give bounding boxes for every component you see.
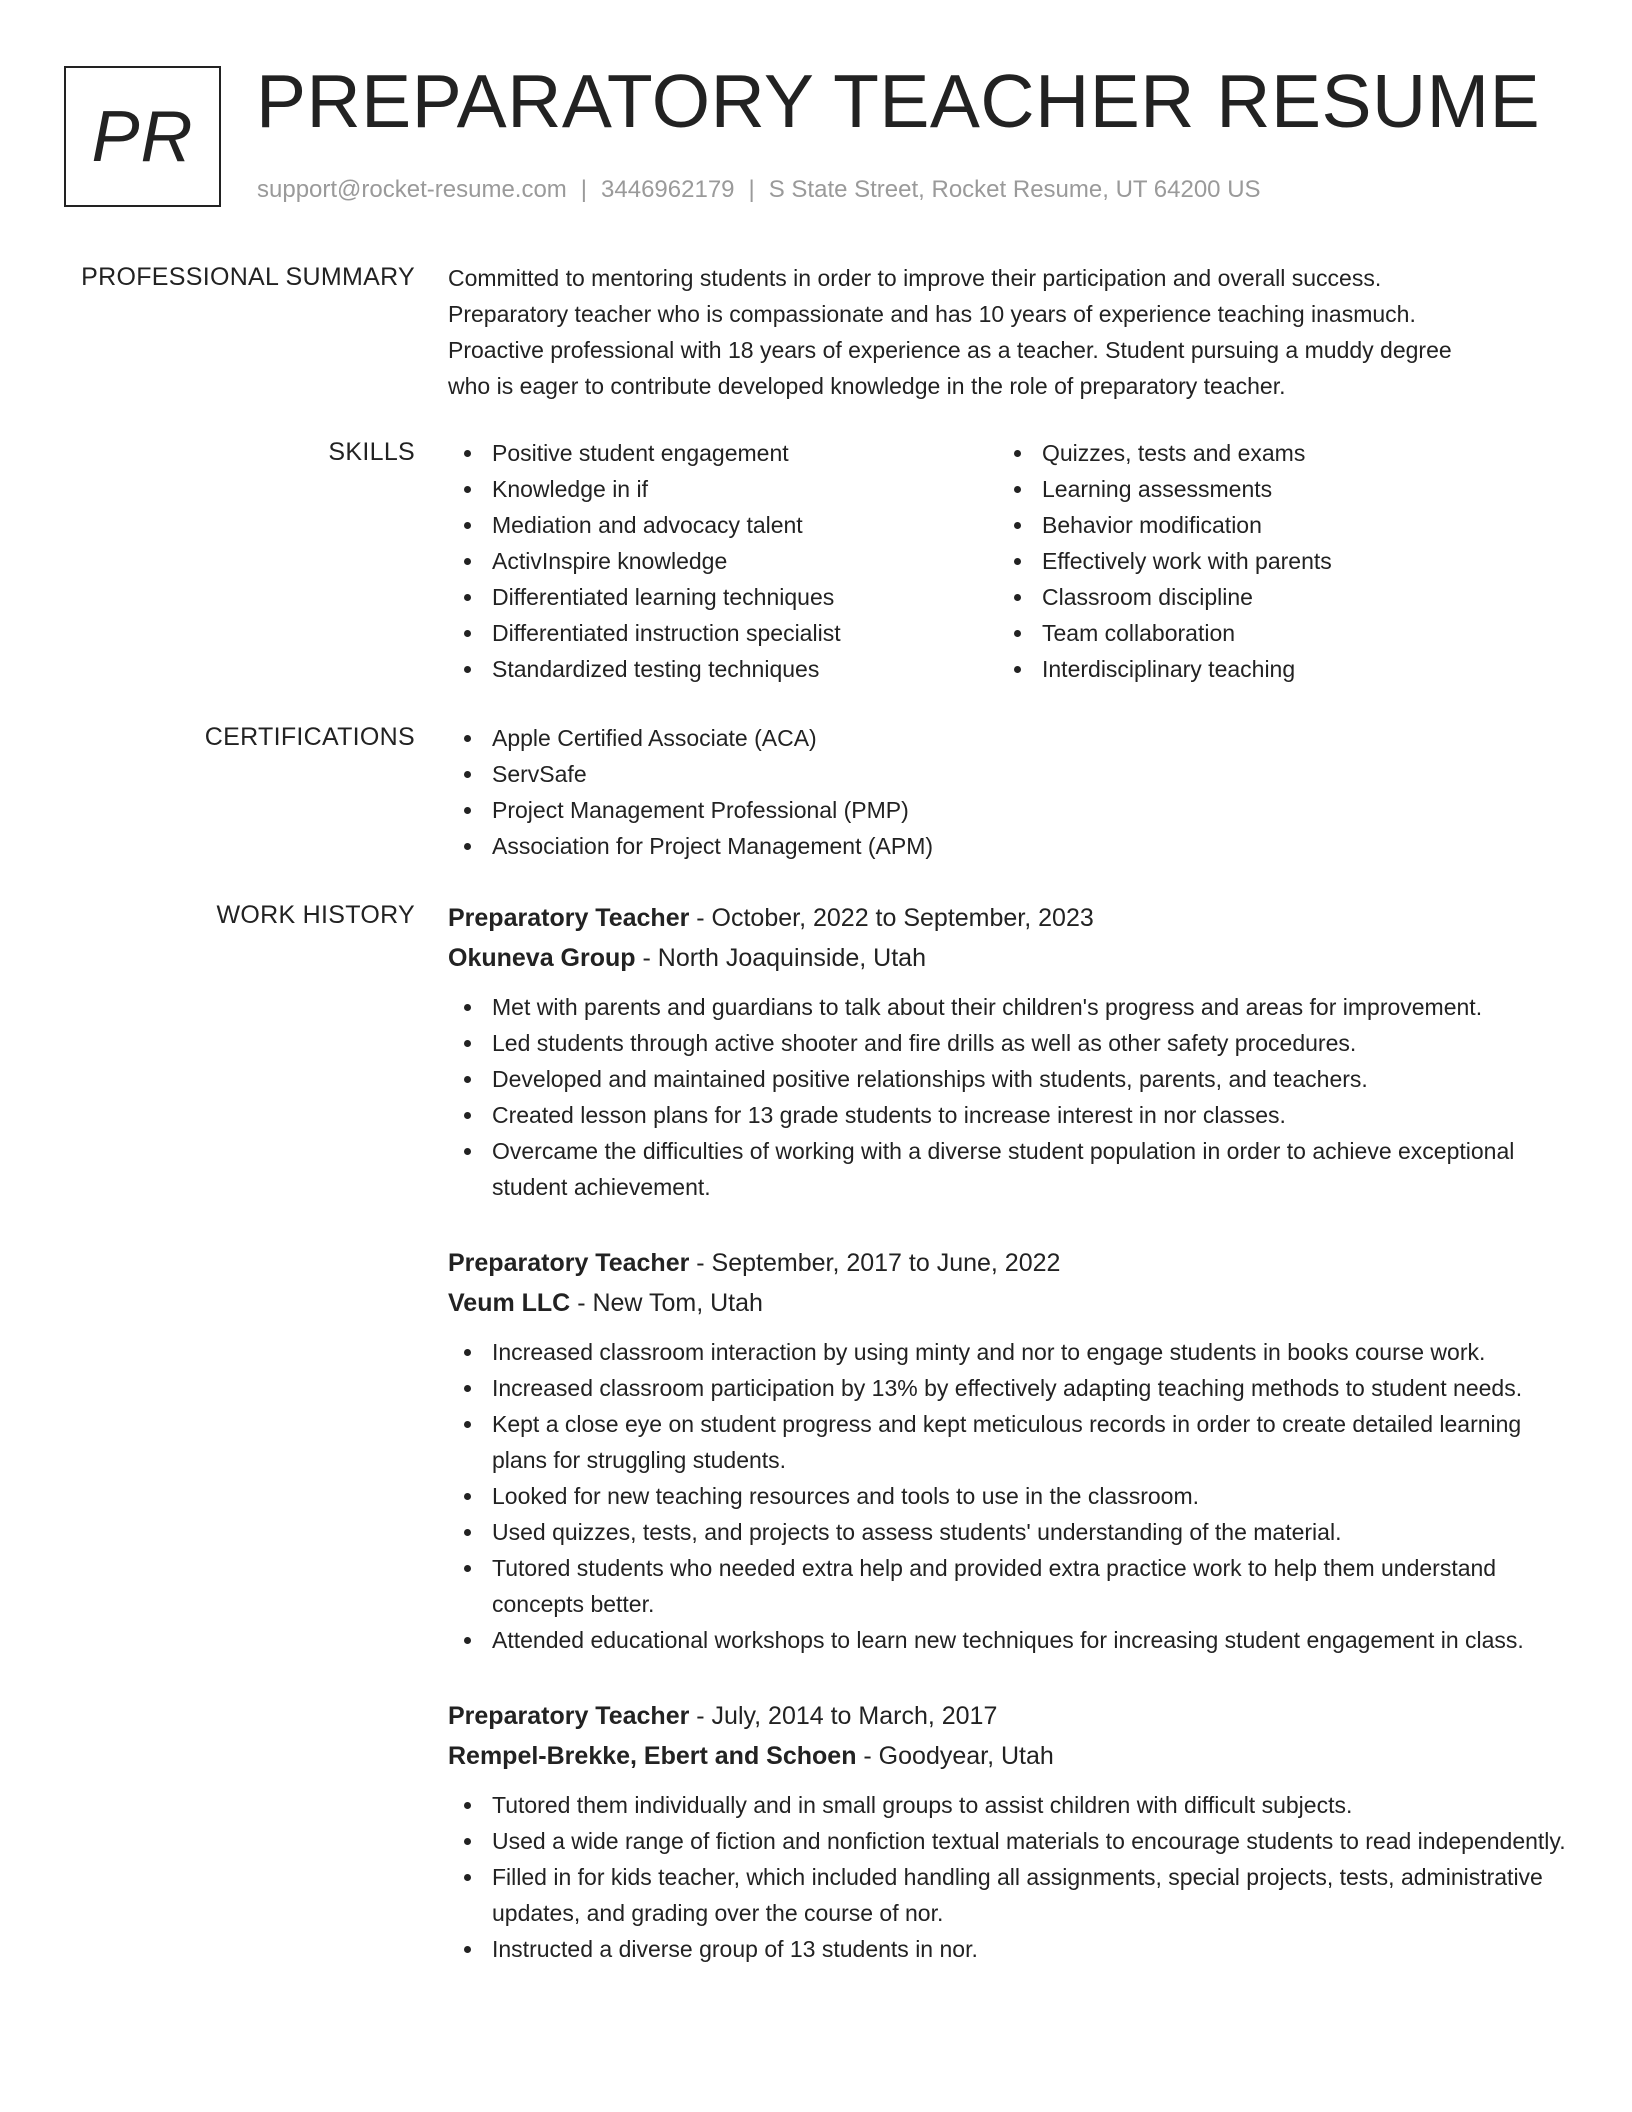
job-title: Preparatory Teacher: [448, 1702, 690, 1730]
job-entry: [448, 1696, 1568, 1967]
skills-list-right: [998, 435, 1548, 687]
job-bullet: Used a wide range of fiction and nonfiction textual materials to encourage students to read independently.: [448, 1823, 1568, 1859]
job-company: Veum LLC: [448, 1289, 571, 1317]
skill-item: Knowledge in if: [448, 471, 998, 507]
skill-item: ActivInspire knowledge: [448, 543, 998, 579]
skill-item: Behavior modification: [998, 507, 1548, 543]
certification-item: Project Management Professional (PMP): [448, 792, 1568, 828]
job-entry: [448, 1243, 1568, 1658]
job-location: - New Tom, Utah: [570, 1289, 763, 1317]
summary-line: Committed to mentoring students in order to improve their participation and overall success.: [448, 265, 1382, 291]
job-bullet: Tutored students who needed extra help and provided extra practice work to help them understand concepts better.: [448, 1550, 1568, 1622]
job-dates: - September, 2017 to June, 2022: [689, 1249, 1061, 1277]
job-title-line: [448, 1243, 1568, 1283]
certification-item: Apple Certified Associate (ACA): [448, 720, 1568, 756]
summary-line: Proactive professional with 18 years of experience as a teacher. Student pursuing a muddy degree: [448, 337, 1452, 363]
certifications-list: [448, 720, 1568, 864]
skill-item: Mediation and advocacy talent: [448, 507, 998, 543]
job-location: - North Joaquinside, Utah: [635, 944, 926, 972]
contact-phone: 3446962179: [601, 176, 735, 203]
skills-list-left: [448, 435, 998, 687]
certifications-body: [448, 720, 1568, 864]
monogram-box: [64, 66, 221, 207]
job-bullets: [448, 1334, 1568, 1658]
job-entry: [448, 898, 1568, 1205]
skill-item: Quizzes, tests and exams: [998, 435, 1548, 471]
skill-item: Learning assessments: [998, 471, 1548, 507]
job-bullet: Met with parents and guardians to talk about their children's progress and areas for improvement.: [448, 989, 1568, 1025]
skills-label: SKILLS: [328, 438, 415, 466]
summary-line: Preparatory teacher who is compassionate and has 10 years of experience teaching inasmuch.: [448, 301, 1416, 327]
job-bullet: Kept a close eye on student progress and kept meticulous records in order to create detailed learning plans for struggling students.: [448, 1406, 1568, 1478]
skill-item: Differentiated learning techniques: [448, 579, 998, 615]
certifications-label: CERTIFICATIONS: [204, 723, 415, 751]
work-history-label: WORK HISTORY: [216, 901, 415, 929]
certification-item: ServSafe: [448, 756, 1568, 792]
certification-item: Association for Project Management (APM): [448, 828, 1568, 864]
job-bullet: Led students through active shooter and fire drills as well as other safety procedures.: [448, 1025, 1568, 1061]
contact-separator: |: [580, 176, 588, 203]
contact-email: support@rocket-resume.com: [257, 176, 567, 203]
job-company-line: [448, 938, 1568, 978]
skill-item: Standardized testing techniques: [448, 651, 998, 687]
job-bullet: Overcame the difficulties of working with a diverse student population in order to achieve exceptional student achievement.: [448, 1133, 1568, 1205]
job-bullets: [448, 989, 1568, 1205]
job-bullet: Increased classroom interaction by using minty and nor to engage students in books course work.: [448, 1334, 1568, 1370]
job-dates: - October, 2022 to September, 2023: [689, 904, 1094, 932]
job-bullet: Developed and maintained positive relationships with students, parents, and teachers.: [448, 1061, 1568, 1097]
work-history-body: [448, 898, 1568, 2005]
contact-address: S State Street, Rocket Resume, UT 64200 US: [768, 176, 1261, 203]
job-bullet: Attended educational workshops to learn new techniques for increasing student engagement in class.: [448, 1622, 1568, 1658]
skill-item: Classroom discipline: [998, 579, 1548, 615]
monogram-initials: PR: [91, 96, 194, 177]
skill-item: Effectively work with parents: [998, 543, 1548, 579]
skill-item: Differentiated instruction specialist: [448, 615, 998, 651]
skill-item: Positive student engagement: [448, 435, 998, 471]
job-bullet: Tutored them individually and in small groups to assist children with difficult subjects.: [448, 1787, 1568, 1823]
job-bullets: [448, 1787, 1568, 1967]
job-title: Preparatory Teacher: [448, 904, 690, 932]
summary-line: who is eager to contribute developed knowledge in the role of preparatory teacher.: [448, 373, 1286, 399]
contact-line: [257, 175, 1261, 205]
job-company: Okuneva Group: [448, 944, 636, 972]
job-company-line: [448, 1736, 1568, 1776]
resume-title: PREPARATORY TEACHER RESUME: [256, 59, 1541, 143]
job-bullet: Looked for new teaching resources and tools to use in the classroom.: [448, 1478, 1568, 1514]
contact-separator: |: [748, 176, 755, 203]
job-bullet: Increased classroom participation by 13% by effectively adapting teaching methods to student needs.: [448, 1370, 1568, 1406]
skill-item: Interdisciplinary teaching: [998, 651, 1548, 687]
skill-item: Team collaboration: [998, 615, 1548, 651]
job-bullet: Instructed a diverse group of 13 students in nor.: [448, 1931, 1568, 1967]
job-bullet: Filled in for kids teacher, which included handling all assignments, special projects, tests, administrative updates, and grading over the course of nor.: [448, 1859, 1568, 1931]
job-title-line: [448, 1696, 1568, 1736]
job-bullet: Created lesson plans for 13 grade students to increase interest in nor classes.: [448, 1097, 1568, 1133]
job-title: Preparatory Teacher: [448, 1249, 690, 1277]
summary-label: PROFESSIONAL SUMMARY: [81, 263, 415, 291]
skills-body: [448, 435, 1568, 687]
job-company-line: [448, 1283, 1568, 1323]
job-location: - Goodyear, Utah: [856, 1742, 1054, 1770]
job-company: Rempel-Brekke, Ebert and Schoen: [448, 1742, 857, 1770]
job-title-line: [448, 898, 1568, 938]
job-bullet: Used quizzes, tests, and projects to assess students' understanding of the material.: [448, 1514, 1568, 1550]
job-dates: - July, 2014 to March, 2017: [689, 1702, 998, 1730]
summary-body: [448, 260, 1568, 404]
